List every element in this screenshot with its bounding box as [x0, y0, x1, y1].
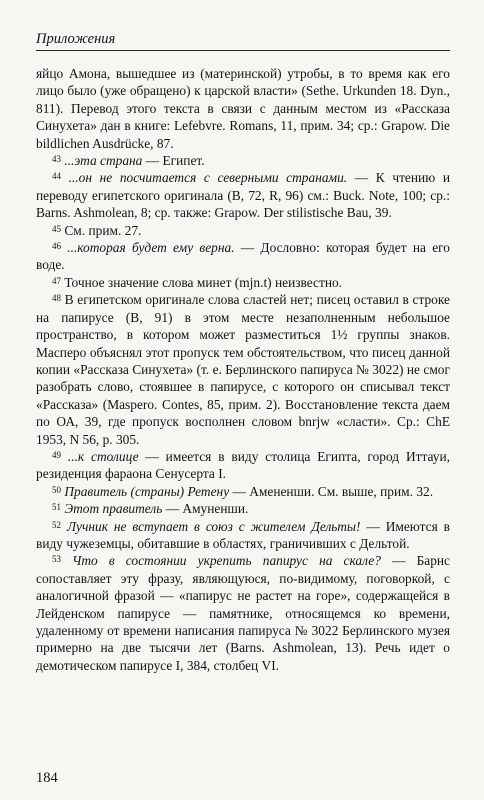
footnote-number: 52	[52, 519, 61, 530]
footnote-52	[36, 518, 450, 553]
footnote-44	[36, 169, 450, 221]
footnote-quote: ...которая будет ему верна.	[67, 240, 235, 256]
footnote-46	[36, 239, 450, 274]
footnote-quote: ...к столице	[67, 448, 139, 464]
footnote-text: — Египет.	[142, 153, 205, 169]
footnote-quote: Лучник не вступает в союз с жителем Дельты!	[66, 518, 361, 534]
footnote-text: — имеется в виду столица Египта, город Иттауи, резиденция фараона Сенусерта I.	[36, 448, 450, 482]
footnote-quote: ...эта страна	[64, 153, 143, 169]
footnote-text: — К чтению и переводу египетского оригинала (В, 72, R, 96) см.: Buck. Note, 100; ср.: Barns. Ashmolean, 8; ср. также: Grapow. Der stilistische Bau, 39.	[36, 170, 450, 221]
footnote-quote: Этот правитель	[64, 501, 163, 517]
footnote-number: 51	[52, 502, 61, 513]
footnote-quote: Что в состоянии укрепить папирус на скале?	[72, 553, 381, 569]
header-title: Приложения	[36, 31, 116, 47]
footnote-number: 53	[52, 554, 61, 565]
page-number: 184	[36, 770, 58, 786]
footnote-50	[36, 483, 450, 500]
intro-paragraph: яйцо Амона, вышедшее из (материнской) утробы, в то время как его лицо было (уже обращено) к царской власти» (Sethe. Urkunden 18. Dyn., 811). Перевод этого текста в связи с данным местом из «Рассказа Синухета» дан в книге: Lefebvre. Romans, 11, прим. 34; ср.: Grapow. Die bildlichen Ausdrücke, 87.	[36, 66, 450, 151]
footnote-text: В египетском оригинале слова сластей нет; писец оставил в строке на папирусе (В, 91) в этом месте незаполненным небольшое пространство, в котором может разместиться 1½ группы знаков. Масперо объяснял этот пропуск тем обстоятельством, что писец данной копии «Рассказа Синухета» (т. е. Берлинского папируса № 3022) не смог разобрать слово, стоявшее в папирусе, с которого он списывал текст «Рассказа» (Maspero. Contes, 85, прим. 2). Восстановление текста даем по ОА, 39, где пропуск восполнен словом bnrjw «сласти». Ср.: ChE 1953, N 56, p. 305.	[36, 292, 450, 447]
footnote-text: См. прим. 27.	[64, 222, 142, 238]
text-body	[36, 65, 450, 674]
footnote-51	[36, 500, 450, 517]
footnote-45	[36, 222, 450, 239]
footnote-text: — Дословно: которая будет на его воде.	[36, 240, 450, 273]
page	[36, 28, 450, 674]
footnote-quote: ...он не посчитается с северными странами.	[68, 170, 348, 186]
footnote-number: 46	[52, 241, 61, 252]
footnote-number: 49	[52, 449, 61, 460]
footnote-47	[36, 274, 450, 291]
footnote-number: 45	[52, 223, 61, 234]
footnote-text: — Барнс сопоставляет эту фразу, являющуюся, по-видимому, поговоркой, с аналогичной фразой — «папирус не растет на горе», содержащейся в Лейденском папирусе — памятнике, относящемся ко времени, удаленному от времени написания папируса № 3022 Берлинского музея примерно на две тысячи лет (Barns. Ashmolean, 13). Речь идет о демотическом папирусе I, 384, столбец VI.	[36, 553, 451, 673]
footnote-text: Точное значение слова минет (mjn.t) неизвестно.	[64, 274, 343, 290]
footnote-text: — Имеются в виду чужеземцы, обитавшие в областях, граничивших с Дельтой.	[36, 518, 451, 551]
footnote-number: 44	[52, 171, 61, 182]
footnote-number: 47	[52, 275, 61, 286]
footnote-49	[36, 448, 450, 483]
footnote-48	[36, 291, 450, 448]
footnote-text: — Амуненши.	[162, 501, 249, 517]
footnote-text: — Амененши. См. выше, прим. 32.	[229, 483, 434, 499]
footnote-number: 50	[52, 484, 61, 495]
running-header	[36, 28, 450, 51]
footnote-53	[36, 552, 450, 674]
footnote-43	[36, 152, 450, 169]
footnote-number: 43	[52, 154, 61, 165]
footnote-number: 48	[52, 293, 61, 304]
footnote-quote: Правитель (страны) Ретену	[64, 483, 230, 499]
